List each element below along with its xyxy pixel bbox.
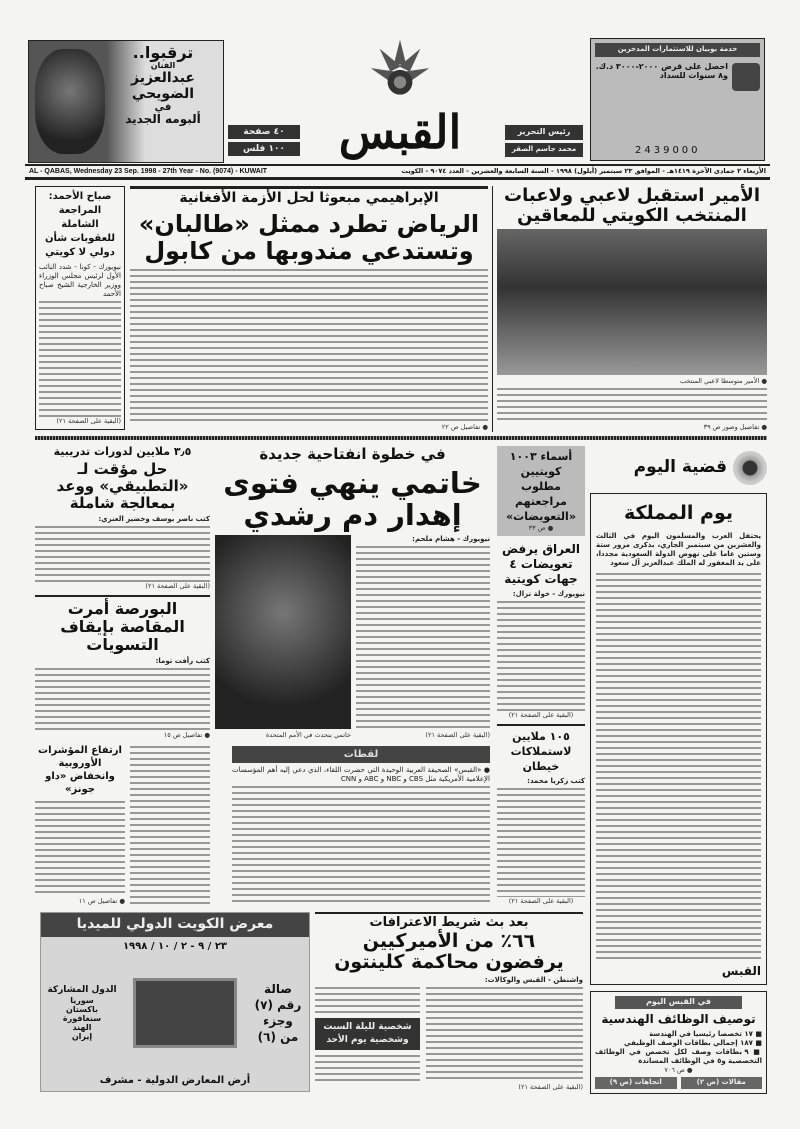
story-clinton-byline: واشنطن - القبس والوكالات: xyxy=(484,976,583,985)
story-riyadh-headline2: وتستدعي مندوبها من كابول xyxy=(144,236,474,265)
story-bourse-headline: البورصة أمرت المقاصة بإيقاف التسويات xyxy=(60,599,185,654)
issue-of-day-header xyxy=(590,446,767,490)
story-kheitan-headline: ١٠٥ ملايين لاستملاكات خيطان xyxy=(510,729,572,773)
story-sabah-headline: صباح الأحمد: المراجعة الشاملة للعقوبات شأن دولي لا كويتي xyxy=(44,191,116,258)
ad-boubyan-offer xyxy=(595,63,760,91)
story-clinton-headline1: ٦٦٪ من الأميركيين xyxy=(362,929,536,952)
divider xyxy=(35,436,767,440)
story-training-byline: كتب ناصر يوسف وخضير العنزي: xyxy=(98,514,210,523)
inside-today-headline: توصيف الوظائف الهندسية xyxy=(601,1011,756,1026)
snapshots-lead: ● «القبس» الصحيفة العربية الوحيدة التي حضرت اللقاء، الذي دعي إليه أهم المؤسسات الإعلامية الأمريكية مثل CBS و NBC و ABC و CNN xyxy=(232,766,490,784)
story-iraq-byline: نيويورك - خولة نزال: xyxy=(512,590,585,598)
story-khatami-photo xyxy=(215,535,351,729)
story-sabah-more[interactable]: (البقية على الصفحة ٢١) xyxy=(56,417,121,425)
story-riyadh[interactable] xyxy=(130,186,488,432)
story-training-more[interactable]: (البقية على الصفحة ٢١) xyxy=(145,582,210,590)
divider xyxy=(25,177,770,180)
ad-media-countries-title: الدول المشاركة xyxy=(47,984,117,995)
story-bourse-continued xyxy=(130,744,210,906)
story-iraq[interactable] xyxy=(497,542,585,720)
story-bourse[interactable] xyxy=(35,595,210,740)
story-khatami-more[interactable]: (البقية على الصفحة ٢١) xyxy=(425,731,490,739)
story-emir-headline: الأمير استقبل لاعبي ولاعبات المنتخب الكويتي للمعاقين xyxy=(504,185,760,227)
story-khatami-kicker: في خطوة انفتاحية جديدة xyxy=(259,445,446,463)
story-training-headline: حل مؤقت لـ «التطبيقي» ووعد بمعالجة شاملة xyxy=(56,460,189,512)
ad-boubyan-title: خدمة بوبيان للاستثمارات المدخرين xyxy=(595,43,760,57)
story-khatami-byline: نيويورك - هشام ملحم: xyxy=(412,534,490,543)
country: سوريا xyxy=(70,995,94,1005)
inside-today-page: ● ص ٧٠٦ xyxy=(664,1066,693,1075)
story-clinton-headline2: يرفضون محاكمة كلينتون xyxy=(334,950,564,973)
story-clinton-box: شخصية لليلة السبت وشخصية يوم الأحد xyxy=(315,1018,420,1050)
issue-of-day-body xyxy=(596,571,761,962)
story-khatami-body xyxy=(356,544,490,731)
story-bourse-body xyxy=(35,666,210,731)
price-box xyxy=(228,125,300,156)
country: باكستان xyxy=(66,1004,98,1014)
story-clinton-body-left-2 xyxy=(315,1053,420,1083)
story-indices-body xyxy=(35,799,125,897)
story-clinton-body xyxy=(426,985,583,1083)
editor-box xyxy=(505,125,583,157)
divider xyxy=(492,186,493,432)
issue-of-day[interactable] xyxy=(590,446,767,1094)
story-clinton[interactable] xyxy=(315,912,583,1092)
story-indices-headline: ارتفاع المؤشرات الأوروبية وانخفاض «داو جونز» xyxy=(38,745,122,795)
story-clinton-kicker: بعد بث شريط الاعترافات xyxy=(315,912,583,931)
ad-album-line4: في xyxy=(154,102,172,114)
logo xyxy=(305,38,495,163)
story-kheitan-body xyxy=(497,786,585,898)
issue-of-day-box xyxy=(590,493,767,985)
story-emir-photo xyxy=(497,229,767,375)
sun-emblem-icon xyxy=(733,451,767,485)
logo-emblem-icon xyxy=(365,38,435,100)
ad-media-venue: أرض المعارض الدولية - مشرف xyxy=(99,1074,251,1086)
ad-media-expo[interactable] xyxy=(40,912,310,1092)
country: الهند xyxy=(72,1022,92,1032)
story-sabah-lead: نيويورك - كونا - شدد النائب الأول لرئيس مجلس الوزراء ووزير الخارجية الشيخ صباح الأحمد xyxy=(39,263,121,298)
story-clinton-body-left xyxy=(315,985,420,1015)
ad-boubyan-phone: 2439000 xyxy=(635,144,701,156)
story-emir-more[interactable]: ● تفاصيل وصور ص ٣٩ xyxy=(703,423,767,431)
story-names[interactable] xyxy=(497,446,585,536)
story-iraq-more[interactable]: (البقية على الصفحة ٢١) xyxy=(508,710,574,719)
story-training-kicker: ٣٫٥ ملايين لدورات تدريبية xyxy=(53,445,192,458)
issue-of-day-label: قضية اليوم xyxy=(633,457,727,478)
ad-media-title: معرض الكويت الدولي للميديا xyxy=(41,913,309,937)
ad-boubyan-line2: و٨ سنوات للسداد xyxy=(659,70,728,80)
snapshots-body xyxy=(232,784,490,906)
ad-album-line5: ألبومه الجديد xyxy=(125,112,201,127)
issue-of-day-headline: يوم المملكة xyxy=(623,502,734,524)
story-kheitan[interactable] xyxy=(497,724,585,907)
story-khatami-headline2: إهدار دم رشدي xyxy=(243,498,462,533)
issue-of-day-signature: القبس xyxy=(721,964,761,979)
ad-boubyan[interactable] xyxy=(590,38,765,161)
story-sabah-body xyxy=(39,299,121,417)
story-iraq-headline: العراق يرفض تعويضات ٤ جهات كويتية xyxy=(501,542,581,586)
inside-today-item-2[interactable]: ■ ١٨٧ إجمالي بطاقات الوصف الوظيفي xyxy=(624,1039,762,1048)
story-emir[interactable] xyxy=(497,186,767,432)
story-emir-caption: ● الأمير متوسطا لاعبي المنتخب xyxy=(679,377,767,386)
story-training-body xyxy=(35,524,210,582)
ad-media-countries xyxy=(47,985,117,1042)
handshake-icon xyxy=(732,63,760,91)
issue-of-day-lead: يحتفل العرب والمسلمون اليوم في الثالث والعشرين من سبتمبر الجاري، بذكرى مرور ستة وستين عاما على نهوض الدولة السعودية مجددا، على يد المغفور له الملك عبدالعزيز آل سعود xyxy=(596,532,761,568)
inside-today[interactable] xyxy=(590,991,767,1094)
inside-today-label: في القبس اليوم xyxy=(615,996,742,1009)
dateline-band xyxy=(25,164,770,180)
story-names-more[interactable]: ● ص ٣٣ xyxy=(528,524,554,532)
ad-album-line1: ترقبوا.. xyxy=(132,43,194,62)
story-khatami[interactable] xyxy=(215,446,490,740)
story-khatami-headline1: خاتمي ينهي فتوى xyxy=(223,465,482,500)
story-sabah[interactable] xyxy=(35,186,125,430)
editor-name: محمد جاسم الصقر xyxy=(505,143,583,157)
story-names-headline: أسماء ١٠٠٣ كويتيين مطلوب مراجعتهم «التعويضات» xyxy=(506,450,576,523)
ad-album[interactable] xyxy=(28,40,224,163)
price: ١٠٠ فلس xyxy=(228,142,300,156)
logo-text: القبس xyxy=(338,105,462,159)
story-kheitan-more[interactable]: (البقية على الصفحة ٢١) xyxy=(508,897,574,905)
story-riyadh-kicker: الإبراهيمي مبعوثا لحل الأزمة الأفغانية xyxy=(130,186,488,207)
country: إيران xyxy=(71,1031,93,1041)
ad-media-dates: ٢٣ / ٩ - ٢ / ١٠ / ١٩٩٨ xyxy=(122,940,228,952)
inside-today-item-1[interactable]: ■ ١٧ تخصصا رئيسيا في الهندسة xyxy=(649,1030,762,1039)
story-emir-body xyxy=(497,386,767,423)
middle-column xyxy=(215,446,490,906)
ad-boubyan-line1: احصل على قرض ٢٠٠٠-٣٠٠٠ د.ك. xyxy=(595,61,728,71)
dateline-ar: الأربعاء ٢ جمادى الآخرة ١٤١٩هـ - الموافق ٢٣ سبتمبر (أيلول) ١٩٩٨ - السنة السابعة والعشرين - العدد ٩٠٧٤ - الكويت xyxy=(401,167,766,175)
editor-label: رئيس التحرير xyxy=(505,125,583,140)
ad-album-line2: الفنان xyxy=(150,60,176,70)
gift-icon xyxy=(133,978,237,1048)
ad-media-hall: صالة رقم (٧) وجزء من (٦) xyxy=(254,982,302,1045)
singer-photo xyxy=(35,49,105,154)
left-column xyxy=(35,446,210,906)
tab-articles[interactable]: مقالات (ص ٢) xyxy=(681,1077,763,1089)
story-clinton-more[interactable]: (البقية على الصفحة ٢١) xyxy=(518,1083,583,1091)
story-indices-more[interactable]: ● تفاصيل ص ١١ xyxy=(78,897,125,905)
story-iraq-body xyxy=(497,599,585,711)
ad-album-line3: عبدالعزيز الضويحي xyxy=(131,69,195,102)
ad-album-text xyxy=(107,44,219,159)
story-bourse-more[interactable]: ● تفاصيل ص ١٥ xyxy=(163,731,210,739)
inside-today-item-3[interactable]: ■ ٩ بطاقات وصف لكل تخصص في الوظائف التخصصية و٥ في الوظائف المساندة xyxy=(595,1048,762,1066)
story-kheitan-byline: كتب زكريا محمد: xyxy=(527,776,585,785)
country: سنغافورة xyxy=(62,1013,102,1023)
tab-trends[interactable]: اتجاهات (ص ٩) xyxy=(595,1077,677,1089)
narrow-column xyxy=(497,446,585,906)
story-riyadh-headline1: الرياض تطرد ممثل «طالبان» xyxy=(138,209,480,238)
story-riyadh-body xyxy=(130,267,488,423)
story-bourse-byline: كتب رأفت توما: xyxy=(155,656,210,665)
story-khatami-caption: خاتمي يتحدث في الأمم المتحدة xyxy=(265,731,351,739)
story-training[interactable] xyxy=(35,446,210,591)
story-riyadh-more[interactable]: ● تفاصيل ص ٢٢ xyxy=(441,423,488,431)
snapshots-title: لقطات xyxy=(232,746,490,763)
dateline-en: AL - QABAS, Wednesday 23 Sep. 1998 - 27th Year - No. (9074) - KUWAIT xyxy=(29,168,268,175)
snapshots xyxy=(215,746,490,906)
pages-count: ٤٠ صفحة xyxy=(228,125,300,139)
story-indices[interactable] xyxy=(35,744,125,906)
